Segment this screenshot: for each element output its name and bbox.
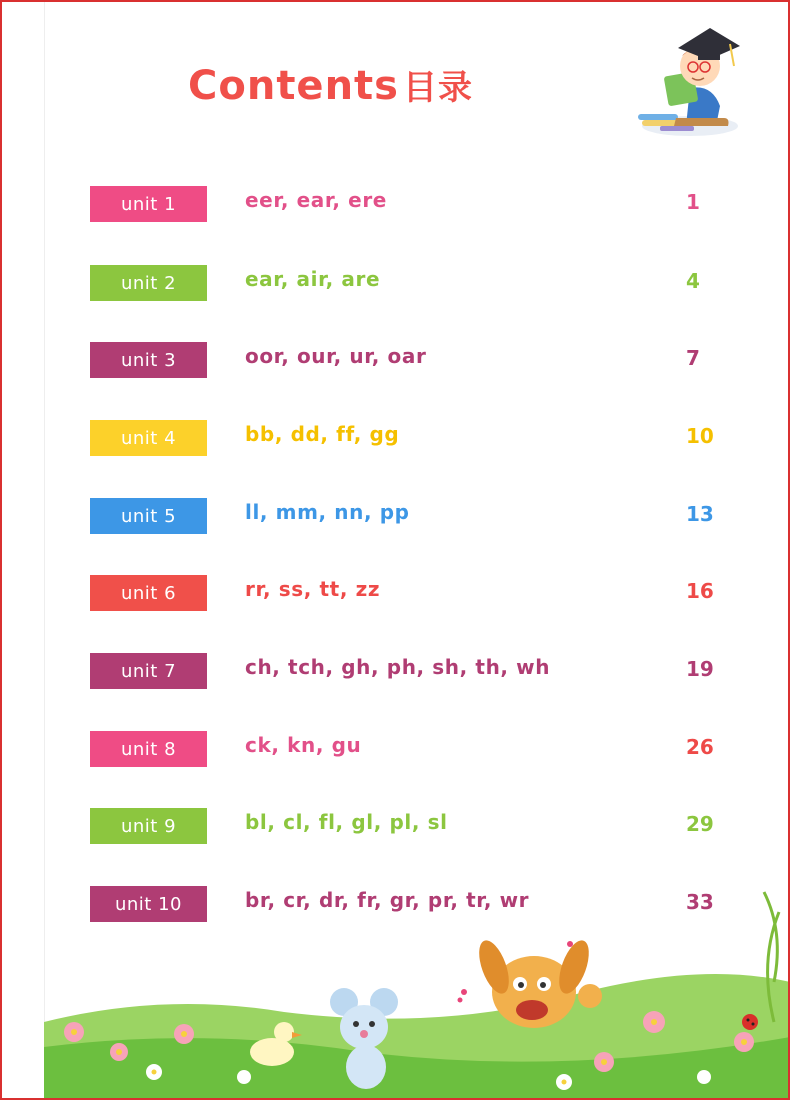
unit-sounds: rr, ss, tt, zz [245, 577, 381, 601]
page-number: 26 [686, 735, 714, 759]
unit-sounds: ch, tch, gh, ph, sh, th, wh [245, 655, 551, 679]
unit-badge: unit 2 [90, 265, 207, 301]
title-chinese: 目录 [402, 68, 473, 108]
unit-badge: unit 9 [90, 808, 207, 844]
title-text: Contents [188, 63, 399, 109]
toc-row-unit-9[interactable] [90, 808, 730, 844]
toc-row-unit-4[interactable] [90, 420, 730, 456]
scholar-boy-illustration [630, 26, 746, 142]
unit-badge: unit 5 [90, 498, 207, 534]
page-number: 29 [686, 812, 714, 836]
unit-sounds: ear, air, are [245, 267, 381, 291]
toc-row-unit-7[interactable] [90, 653, 730, 689]
toc-row-unit-3[interactable] [90, 342, 730, 378]
page-number: 7 [686, 346, 700, 370]
toc-row-unit-2[interactable] [90, 265, 730, 301]
unit-badge: unit 1 [90, 186, 207, 222]
page-number: 13 [686, 502, 714, 526]
unit-badge: unit 4 [90, 420, 207, 456]
toc-row-unit-6[interactable] [90, 575, 730, 611]
unit-badge: unit 8 [90, 731, 207, 767]
unit-badge: unit 3 [90, 342, 207, 378]
page-number: 19 [686, 657, 714, 681]
unit-sounds: ck, kn, gu [245, 733, 362, 757]
page-number: 33 [686, 890, 714, 914]
page-title [188, 60, 473, 109]
unit-sounds: eer, ear, ere [245, 188, 387, 212]
page-number: 4 [686, 269, 700, 293]
unit-sounds: bl, cl, fl, gl, pl, sl [245, 810, 448, 834]
meadow-illustration [44, 872, 790, 1100]
unit-badge: unit 6 [90, 575, 207, 611]
unit-sounds: br, cr, dr, fr, gr, pr, tr, wr [245, 888, 530, 912]
page-number: 16 [686, 579, 714, 603]
unit-sounds: bb, dd, ff, gg [245, 422, 400, 446]
unit-sounds: ll, mm, nn, pp [245, 500, 410, 524]
toc-row-unit-8[interactable] [90, 731, 730, 767]
unit-badge: unit 10 [90, 886, 207, 922]
unit-badge: unit 7 [90, 653, 207, 689]
ladybug-icon [742, 1014, 758, 1030]
page-number: 10 [686, 424, 714, 448]
toc-row-unit-1[interactable] [90, 186, 730, 222]
unit-sounds: oor, our, ur, oar [245, 344, 427, 368]
toc-row-unit-5[interactable] [90, 498, 730, 534]
page-number: 1 [686, 190, 700, 214]
